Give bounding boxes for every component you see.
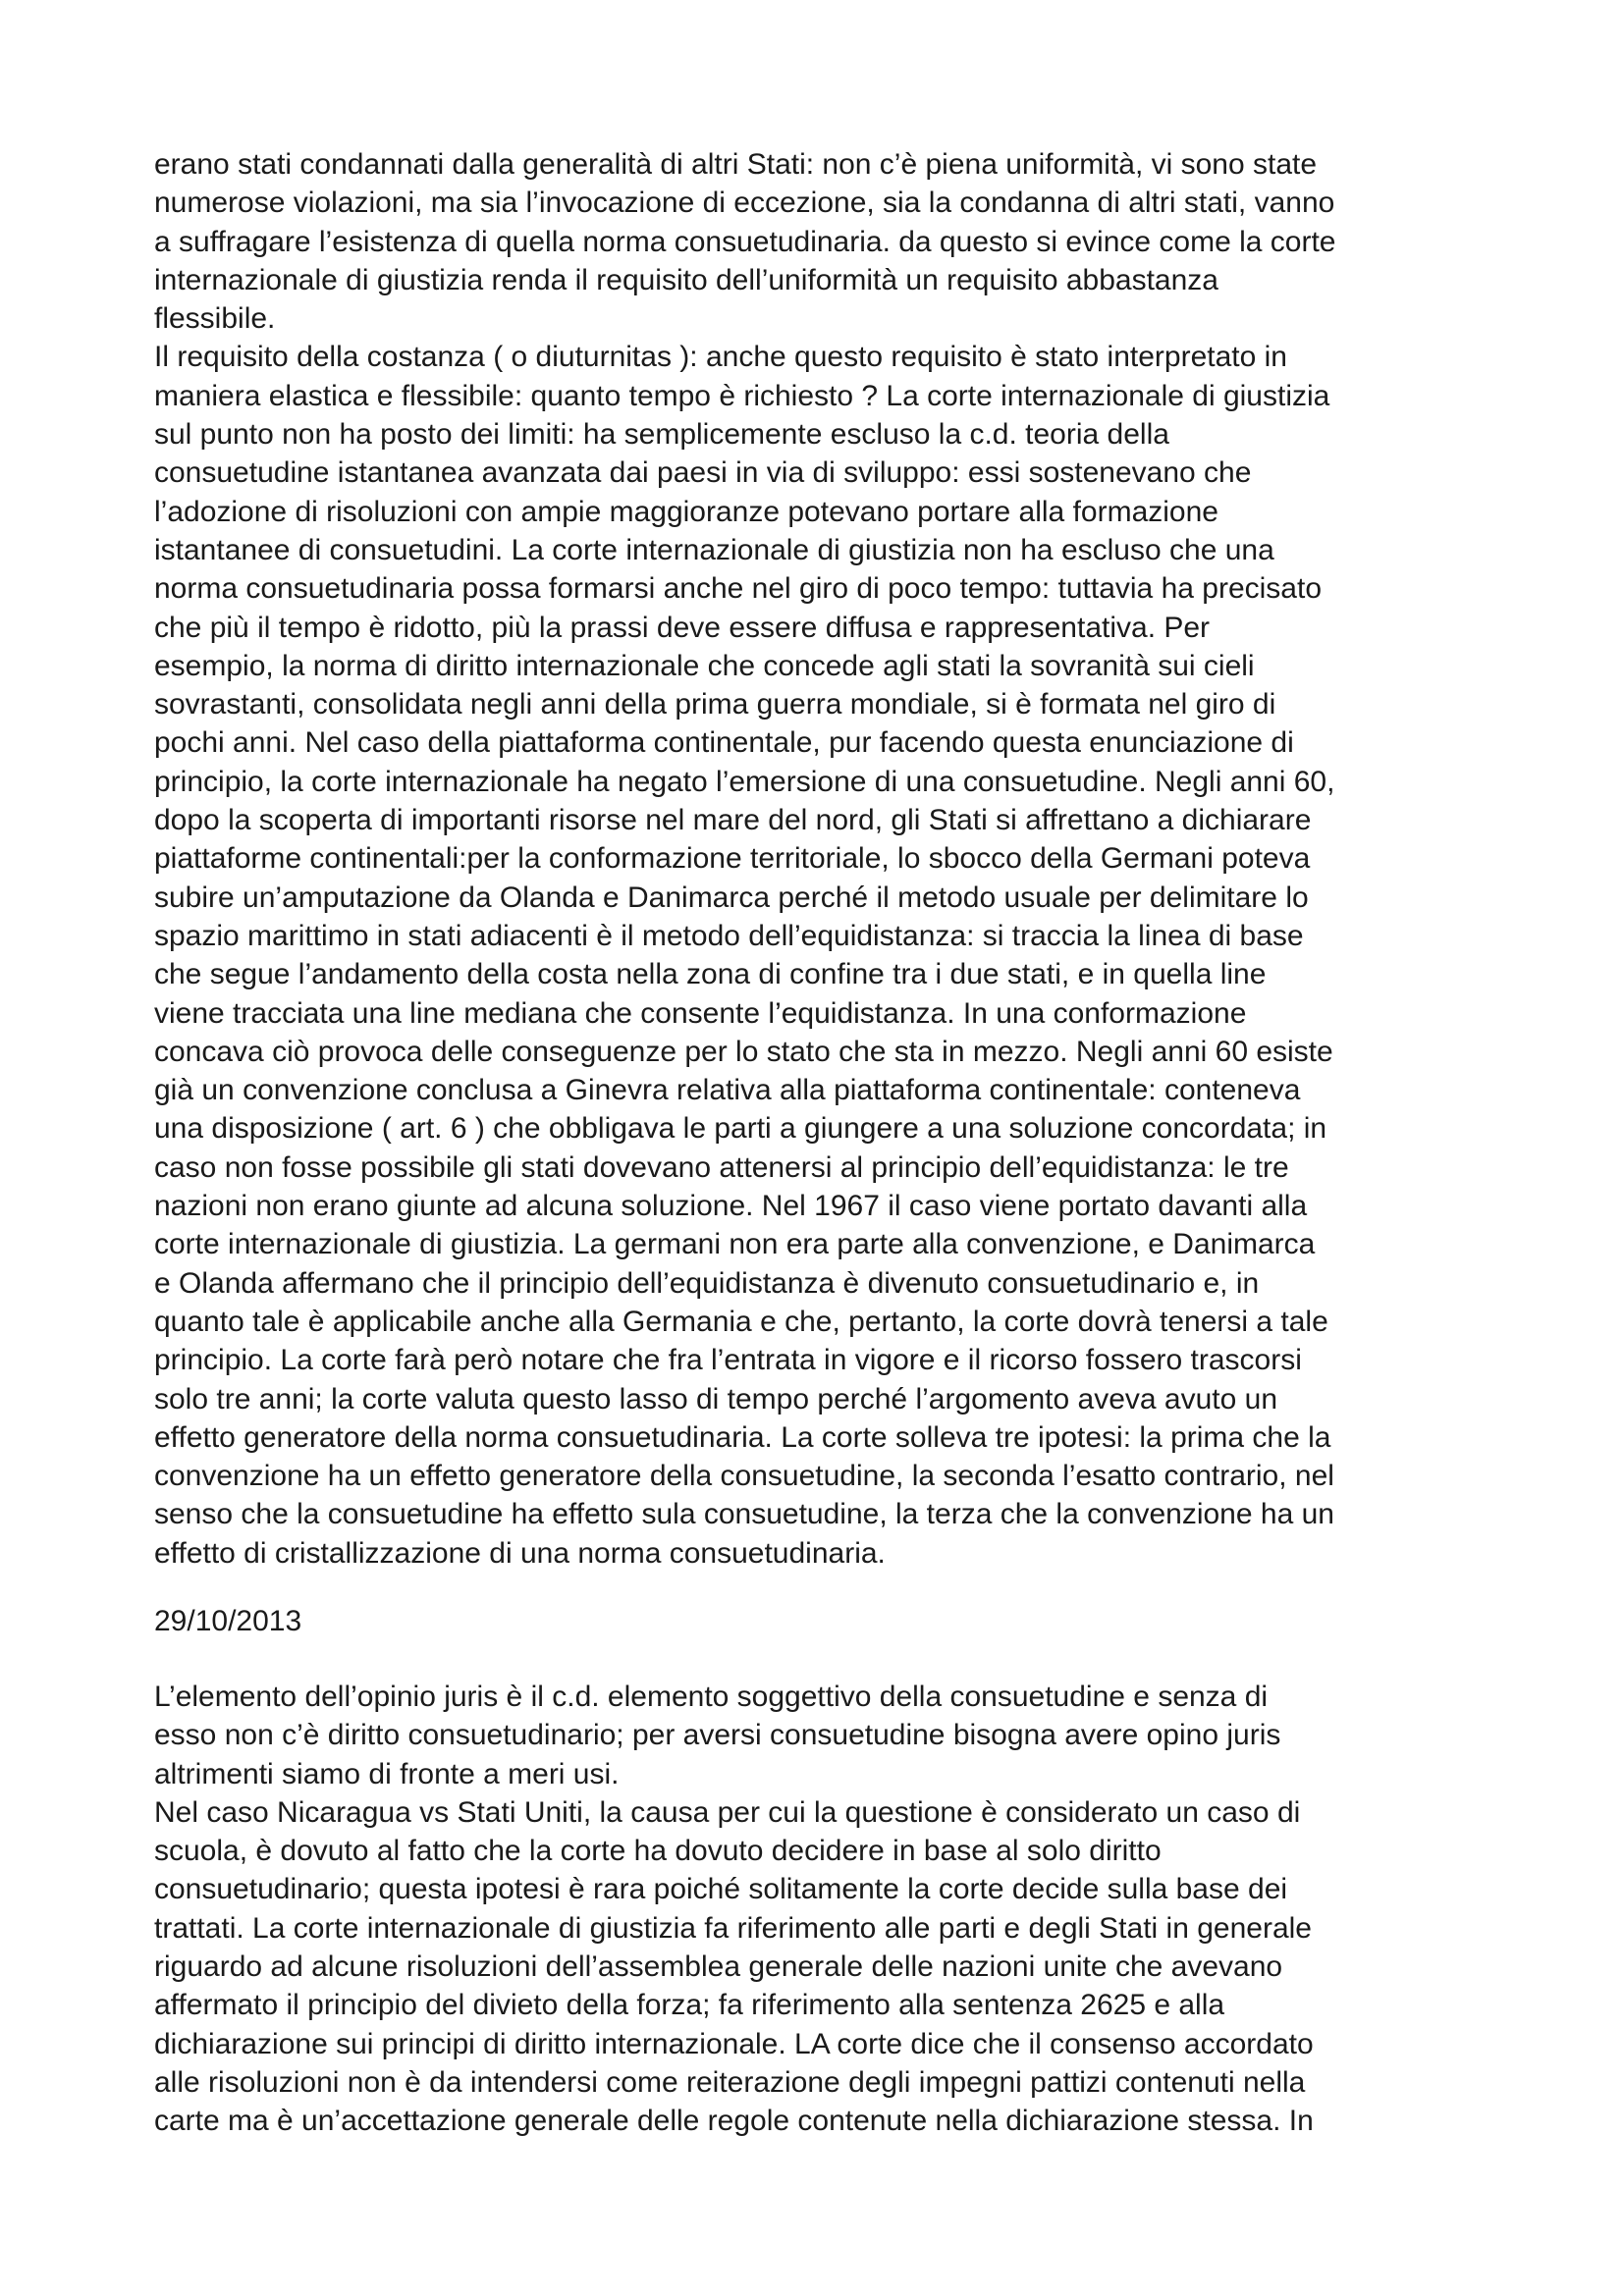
text-line: l’adozione di risoluzioni con ampie maggioranze potevano portare alla formazione [154, 495, 1218, 528]
text-line: consuetudinario; questa ipotesi è rara poiché solitamente la corte decide sulla base dei [154, 1873, 1288, 1906]
text-line: già un convenzione conclusa a Ginevra relativa alla piattaforma continentale: conteneva [154, 1074, 1301, 1107]
text-line: solo tre anni; la corte valuta questo lasso di tempo perché l’argomento aveva avuto un [154, 1382, 1278, 1415]
text-line: effetto generatore della norma consuetudinaria. La corte solleva tre ipotesi: la prima che la [154, 1420, 1331, 1454]
lecture-date [154, 1602, 1470, 1640]
text-line: una disposizione ( art. 6 ) che obbligava le parti a giungere a una soluzione concordata; in [154, 1112, 1327, 1146]
text-line: che segue l’andamento della costa nella zona di confine tra i due stati, e in quella line [154, 958, 1267, 991]
text-line: flessibile. [154, 302, 276, 336]
text-line: istantanee di consuetudini. La corte internazionale di giustizia non ha escluso che una [154, 533, 1274, 566]
text-line: affermato il principio del divieto della forza; fa riferimento alla sentenza 2625 e alla [154, 1989, 1225, 2022]
text-block-lower [154, 1678, 1470, 2141]
text-line: scuola, è dovuto al fatto che la corte ha dovuto decidere in base al solo diritto [154, 1835, 1162, 1868]
text-line: sovrastanti, consolidata negli anni della prima guerra mondiale, si è formata nel giro di [154, 688, 1276, 721]
text-line: dichiarazione sui principi di diritto internazionale. LA corte dice che il consenso accordato [154, 2027, 1314, 2060]
text-line: consuetudine istantanea avanzata dai paesi in via di sviluppo: essi sostenevano che [154, 456, 1252, 490]
text-block-upper [154, 145, 1470, 1573]
text-line: esempio, la norma di diritto internazionale che concede agli stati la sovranità sui cieli [154, 649, 1255, 682]
text-line: riguardo ad alcune risoluzioni dell’assemblea generale delle nazioni unite che avevano [154, 1950, 1283, 1984]
text-line: viene tracciata una line mediana che consente l’equidistanza. In una conformazione [154, 996, 1247, 1030]
text-line: nazioni non erano giunte ad alcuna soluzione. Nel 1967 il caso viene portato davanti alla [154, 1190, 1308, 1223]
text-line: altrimenti siamo di fronte a meri usi. [154, 1757, 620, 1790]
text-line: erano stati condannati dalla generalità di altri Stati: non c’è piena uniformità, vi sono state [154, 148, 1318, 181]
text-line: che più il tempo è ridotto, più la prassi deve essere diffusa e rappresentativa. Per [154, 611, 1211, 644]
text-line: esso non c’è diritto consuetudinario; per aversi consuetudine bisogna avere opino juris [154, 1719, 1281, 1752]
text-line: piattaforme continentali:per la conformazione territoriale, lo sbocco della Germani poteva [154, 842, 1311, 876]
date-line: 29/10/2013 [154, 1605, 302, 1637]
text-line: effetto di cristallizzazione di una norma consuetudinaria. [154, 1536, 886, 1570]
text-line: sul punto non ha posto dei limiti: ha semplicemente escluso la c.d. teoria della [154, 418, 1169, 452]
text-line: quanto tale è applicabile anche alla Germania e che, pertanto, la corte dovrà tenersi a tale [154, 1305, 1328, 1338]
text-line: maniera elastica e flessibile: quanto tempo è richiesto ? La corte internazionale di giustizia [154, 379, 1330, 412]
text-line: dopo la scoperta di importanti risorse nel mare del nord, gli Stati si affrettano a dichiarare [154, 804, 1312, 837]
text-line: a suffragare l’esistenza di quella norma consuetudinaria. da questo si evince come la corte [154, 225, 1336, 258]
text-line: pochi anni. Nel caso della piattaforma continentale, pur facendo questa enunciazione di [154, 726, 1294, 760]
text-line: senso che la consuetudine ha effetto sula consuetudine, la terza che la convenzione ha un [154, 1498, 1334, 1531]
text-line: alle risoluzioni non è da intendersi come reiterazione degli impegni pattizi contenuti nella [154, 2065, 1306, 2099]
text-line: e Olanda affermano che il principio dell’equidistanza è divenuto consuetudinario e, in [154, 1266, 1260, 1300]
text-line: L’elemento dell’opinio juris è il c.d. elemento soggettivo della consuetudine e senza di [154, 1681, 1269, 1713]
text-line: Nel caso Nicaragua vs Stati Uniti, la causa per cui la questione è considerato un caso di [154, 1795, 1301, 1829]
text-line: subire un’amputazione da Olanda e Danimarca perché il metodo usuale per delimitare lo [154, 881, 1309, 914]
text-line: numerose violazioni, ma sia l’invocazione di eccezione, sia la condanna di altri stati, vanno [154, 187, 1335, 220]
text-line: caso non fosse possibile gli stati dovevano attenersi al principio dell’equidistanza: le tre [154, 1150, 1289, 1184]
text-line: principio, la corte internazionale ha negato l’emersione di una consuetudine. Negli anni 60, [154, 765, 1335, 798]
text-line: convenzione ha un effetto generatore della consuetudine, la seconda l’esatto contrario, nel [154, 1460, 1334, 1493]
text-line: concava ciò provoca delle conseguenze per lo stato che sta in mezzo. Negli anni 60 esiste [154, 1035, 1333, 1068]
text-line: norma consuetudinaria possa formarsi anche nel giro di poco tempo: tuttavia ha precisato [154, 572, 1322, 606]
text-line: Il requisito della costanza ( o diuturnitas ): anche questo requisito è stato interpretato in [154, 341, 1287, 374]
text-line: principio. La corte farà però notare che fra l’entrata in vigore e il ricorso fossero trascorsi [154, 1344, 1302, 1377]
text-line: trattati. La corte internazionale di giustizia fa riferimento alle parti e degli Stati in generale [154, 1911, 1312, 1945]
text-line: carte ma è un’accettazione generale delle regole contenute nella dichiarazione stessa. In [154, 2105, 1314, 2138]
text-line: spazio marittimo in stati adiacenti è il metodo dell’equidistanza: si traccia la linea di base [154, 919, 1304, 952]
text-line: corte internazionale di giustizia. La germani non era parte alla convenzione, e Danimarca [154, 1228, 1316, 1261]
text-line: internazionale di giustizia renda il requisito dell’uniformità un requisito abbastanza [154, 263, 1218, 296]
